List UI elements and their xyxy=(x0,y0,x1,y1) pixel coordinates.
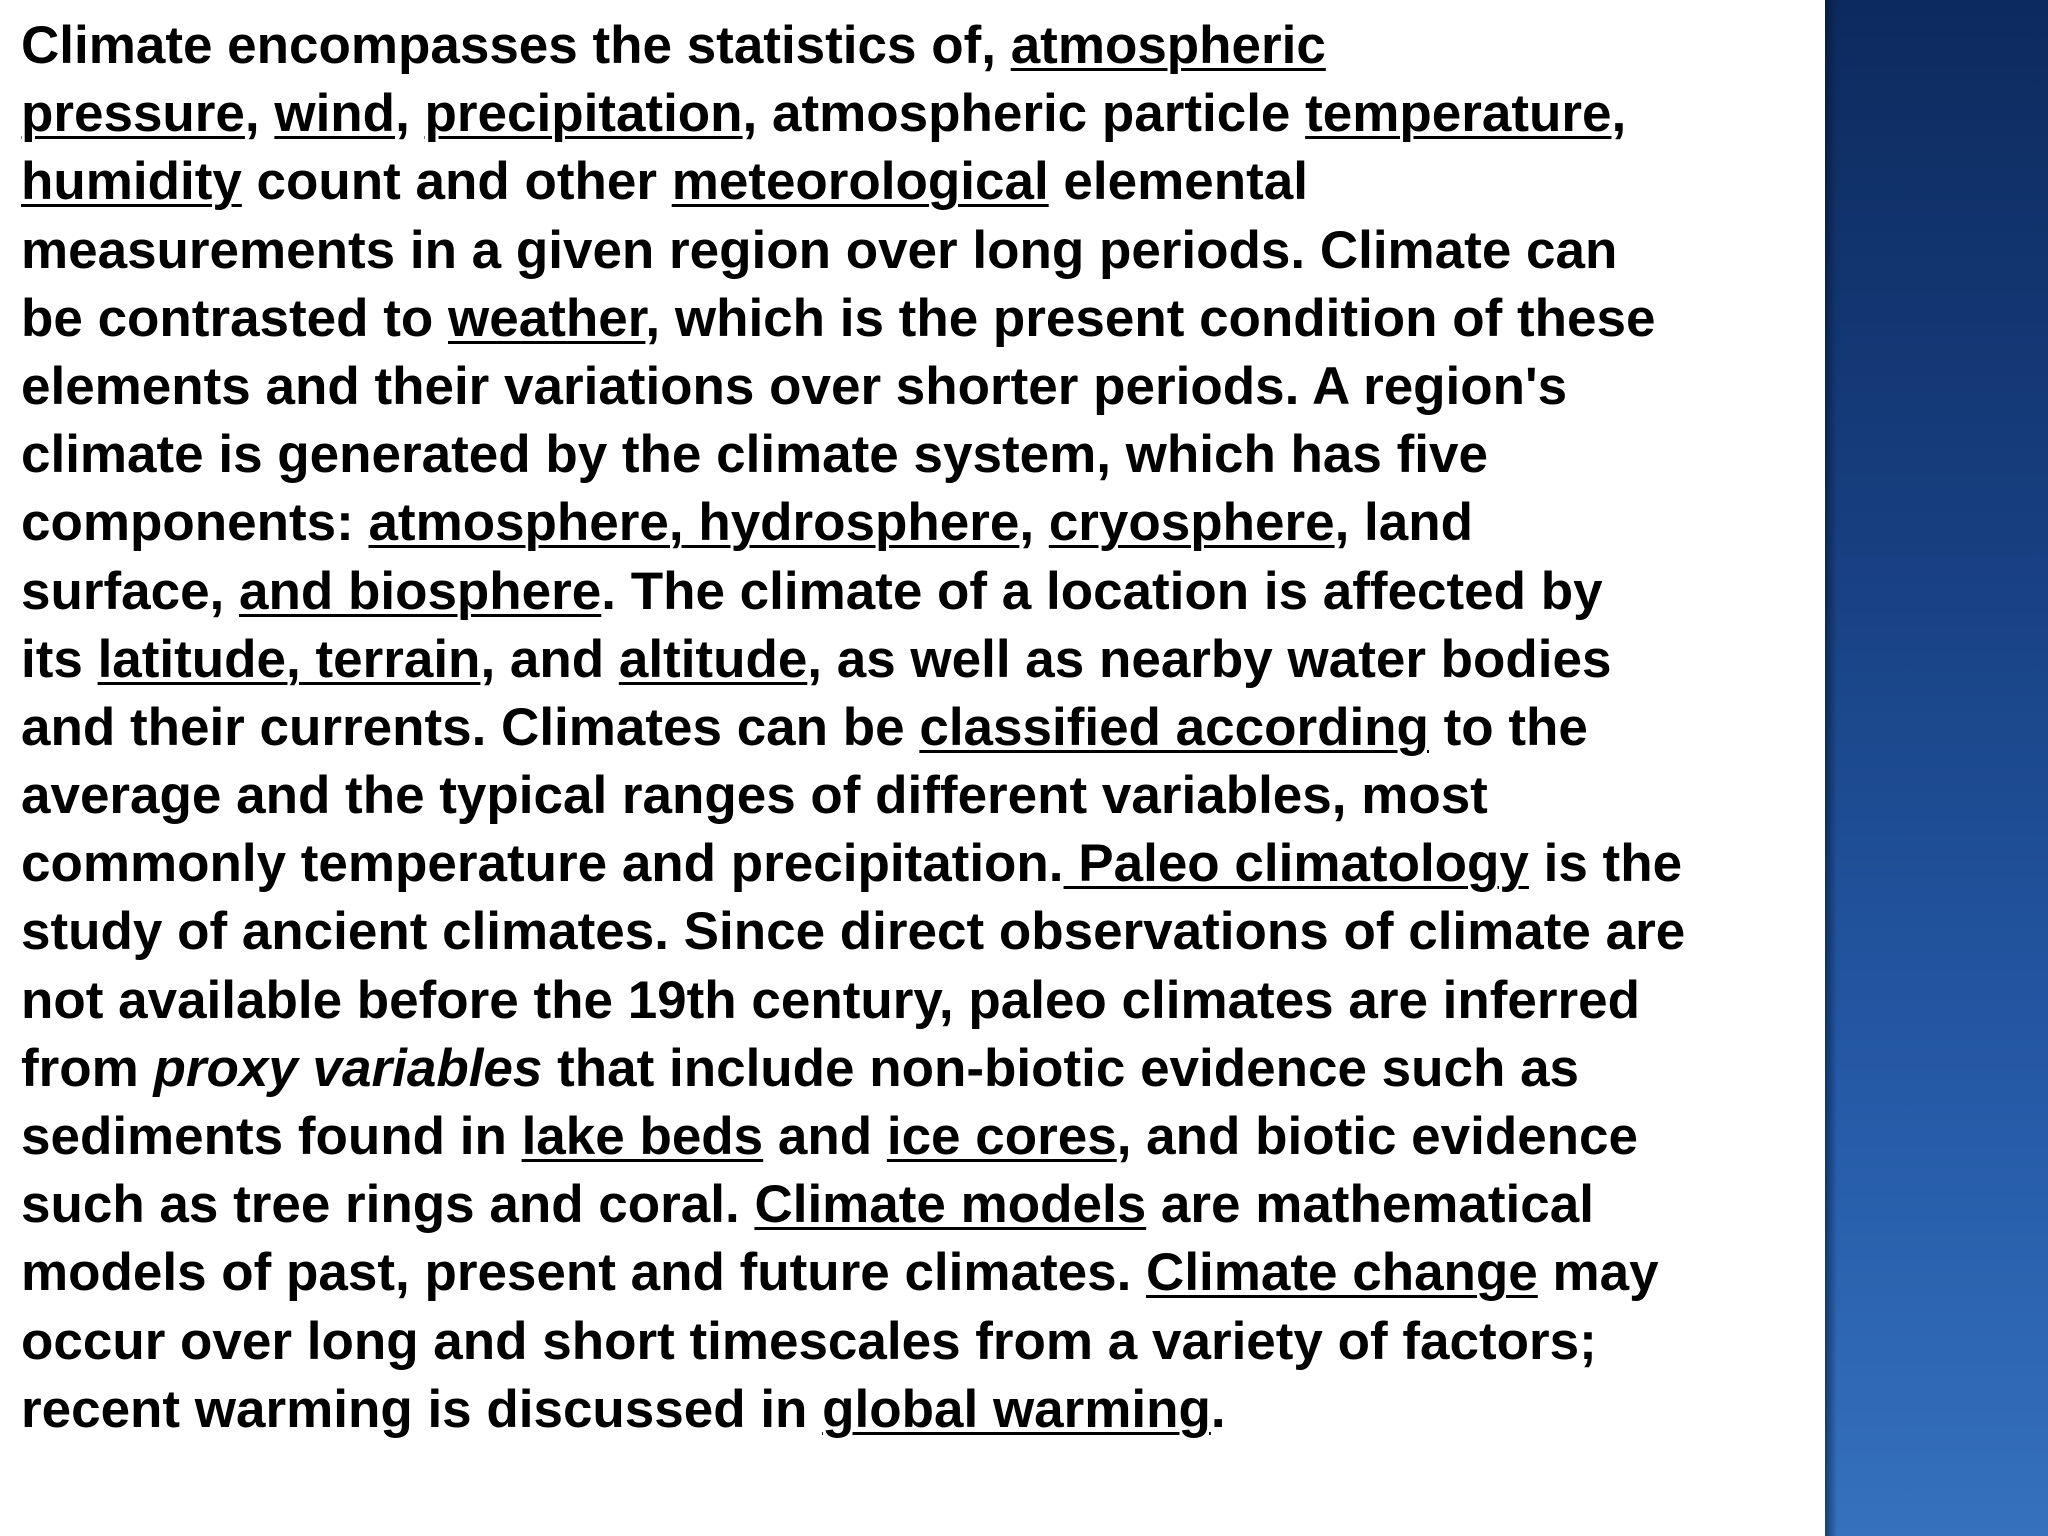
link-global-warming[interactable]: global warming xyxy=(822,1379,1211,1439)
text-line: not available before the 19th century, paleo climates are inferred xyxy=(21,970,1641,1030)
climate-paragraph xyxy=(21,12,1816,1444)
text-line: sediments found in lake beds and ice cores, and biotic evidence xyxy=(21,1107,1639,1166)
text-line: components: atmosphere, hydrosphere, cryosphere, land xyxy=(21,493,1473,553)
link-temperature[interactable]: temperature xyxy=(1305,84,1612,144)
link-wind[interactable]: wind xyxy=(274,84,396,144)
text-line: study of ancient climates. Since direct observations of climate are xyxy=(21,902,1686,962)
text-line: be contrasted to weather, which is the present condition of these xyxy=(21,288,1656,348)
text-line: models of past, present and future climates. Climate change may xyxy=(21,1243,1659,1303)
text-line: climate is generated by the climate system, which has five xyxy=(21,425,1488,485)
link-altitude[interactable]: altitude xyxy=(618,629,808,689)
link-latitude-terrain[interactable]: latitude, terrain xyxy=(97,629,481,689)
text-line: pressure, wind, precipitation, atmospheric particle temperature, xyxy=(21,84,1627,144)
text-line: average and the typical ranges of different variables, most xyxy=(21,766,1488,826)
link-classified-according[interactable]: classified according xyxy=(919,697,1429,757)
link-paleo-climatology[interactable]: Paleo climatology xyxy=(1063,834,1529,894)
link-atmosphere-hydrosphere[interactable]: atmosphere, hydrosphere xyxy=(368,493,1020,553)
text-line: Climate encompasses the statistics of, atmospheric xyxy=(21,16,1326,75)
text-line: surface, and biosphere. The climate of a location is affected by xyxy=(21,561,1603,621)
text-line: occur over long and short timescales from a variety of factors; xyxy=(21,1311,1597,1371)
text-line: its latitude, terrain, and altitude, as well as nearby water bodies xyxy=(21,629,1612,689)
text-line: and their currents. Climates can be classified according to the xyxy=(21,697,1588,757)
link-cryosphere[interactable]: cryosphere xyxy=(1048,493,1335,553)
text-line: humidity count and other meteorological elemental xyxy=(21,152,1308,212)
link-climate-models[interactable]: Climate models xyxy=(754,1175,1147,1235)
link-atmospheric[interactable]: atmospheric xyxy=(1010,16,1326,75)
text-line: measurements in a given region over long periods. Climate can xyxy=(21,220,1618,280)
link-ice-cores[interactable]: ice cores xyxy=(886,1107,1117,1166)
text-line: elements and their variations over shorter periods. A region's xyxy=(21,356,1568,416)
link-meteorological[interactable]: meteorological xyxy=(671,152,1049,212)
text-line: from proxy variables that include non-biotic evidence such as xyxy=(21,1038,1580,1098)
text-line: such as tree rings and coral. Climate models are mathematical xyxy=(21,1175,1594,1235)
link-weather[interactable]: weather xyxy=(448,288,646,348)
link-biosphere[interactable]: and biosphere xyxy=(239,561,602,621)
link-climate-change[interactable]: Climate change xyxy=(1146,1243,1538,1303)
text-line: commonly temperature and precipitation. Paleo climatology is the xyxy=(21,834,1683,894)
link-precipitation[interactable]: precipitation xyxy=(424,84,743,144)
proxy-variables-term: proxy variables xyxy=(153,1038,543,1098)
link-pressure[interactable]: pressure xyxy=(21,84,245,144)
link-lake-beds[interactable]: lake beds xyxy=(521,1107,764,1166)
link-humidity[interactable]: humidity xyxy=(21,152,242,212)
decorative-side-band xyxy=(1825,0,2048,1536)
text-line: recent warming is discussed in global warming. xyxy=(21,1379,1226,1439)
